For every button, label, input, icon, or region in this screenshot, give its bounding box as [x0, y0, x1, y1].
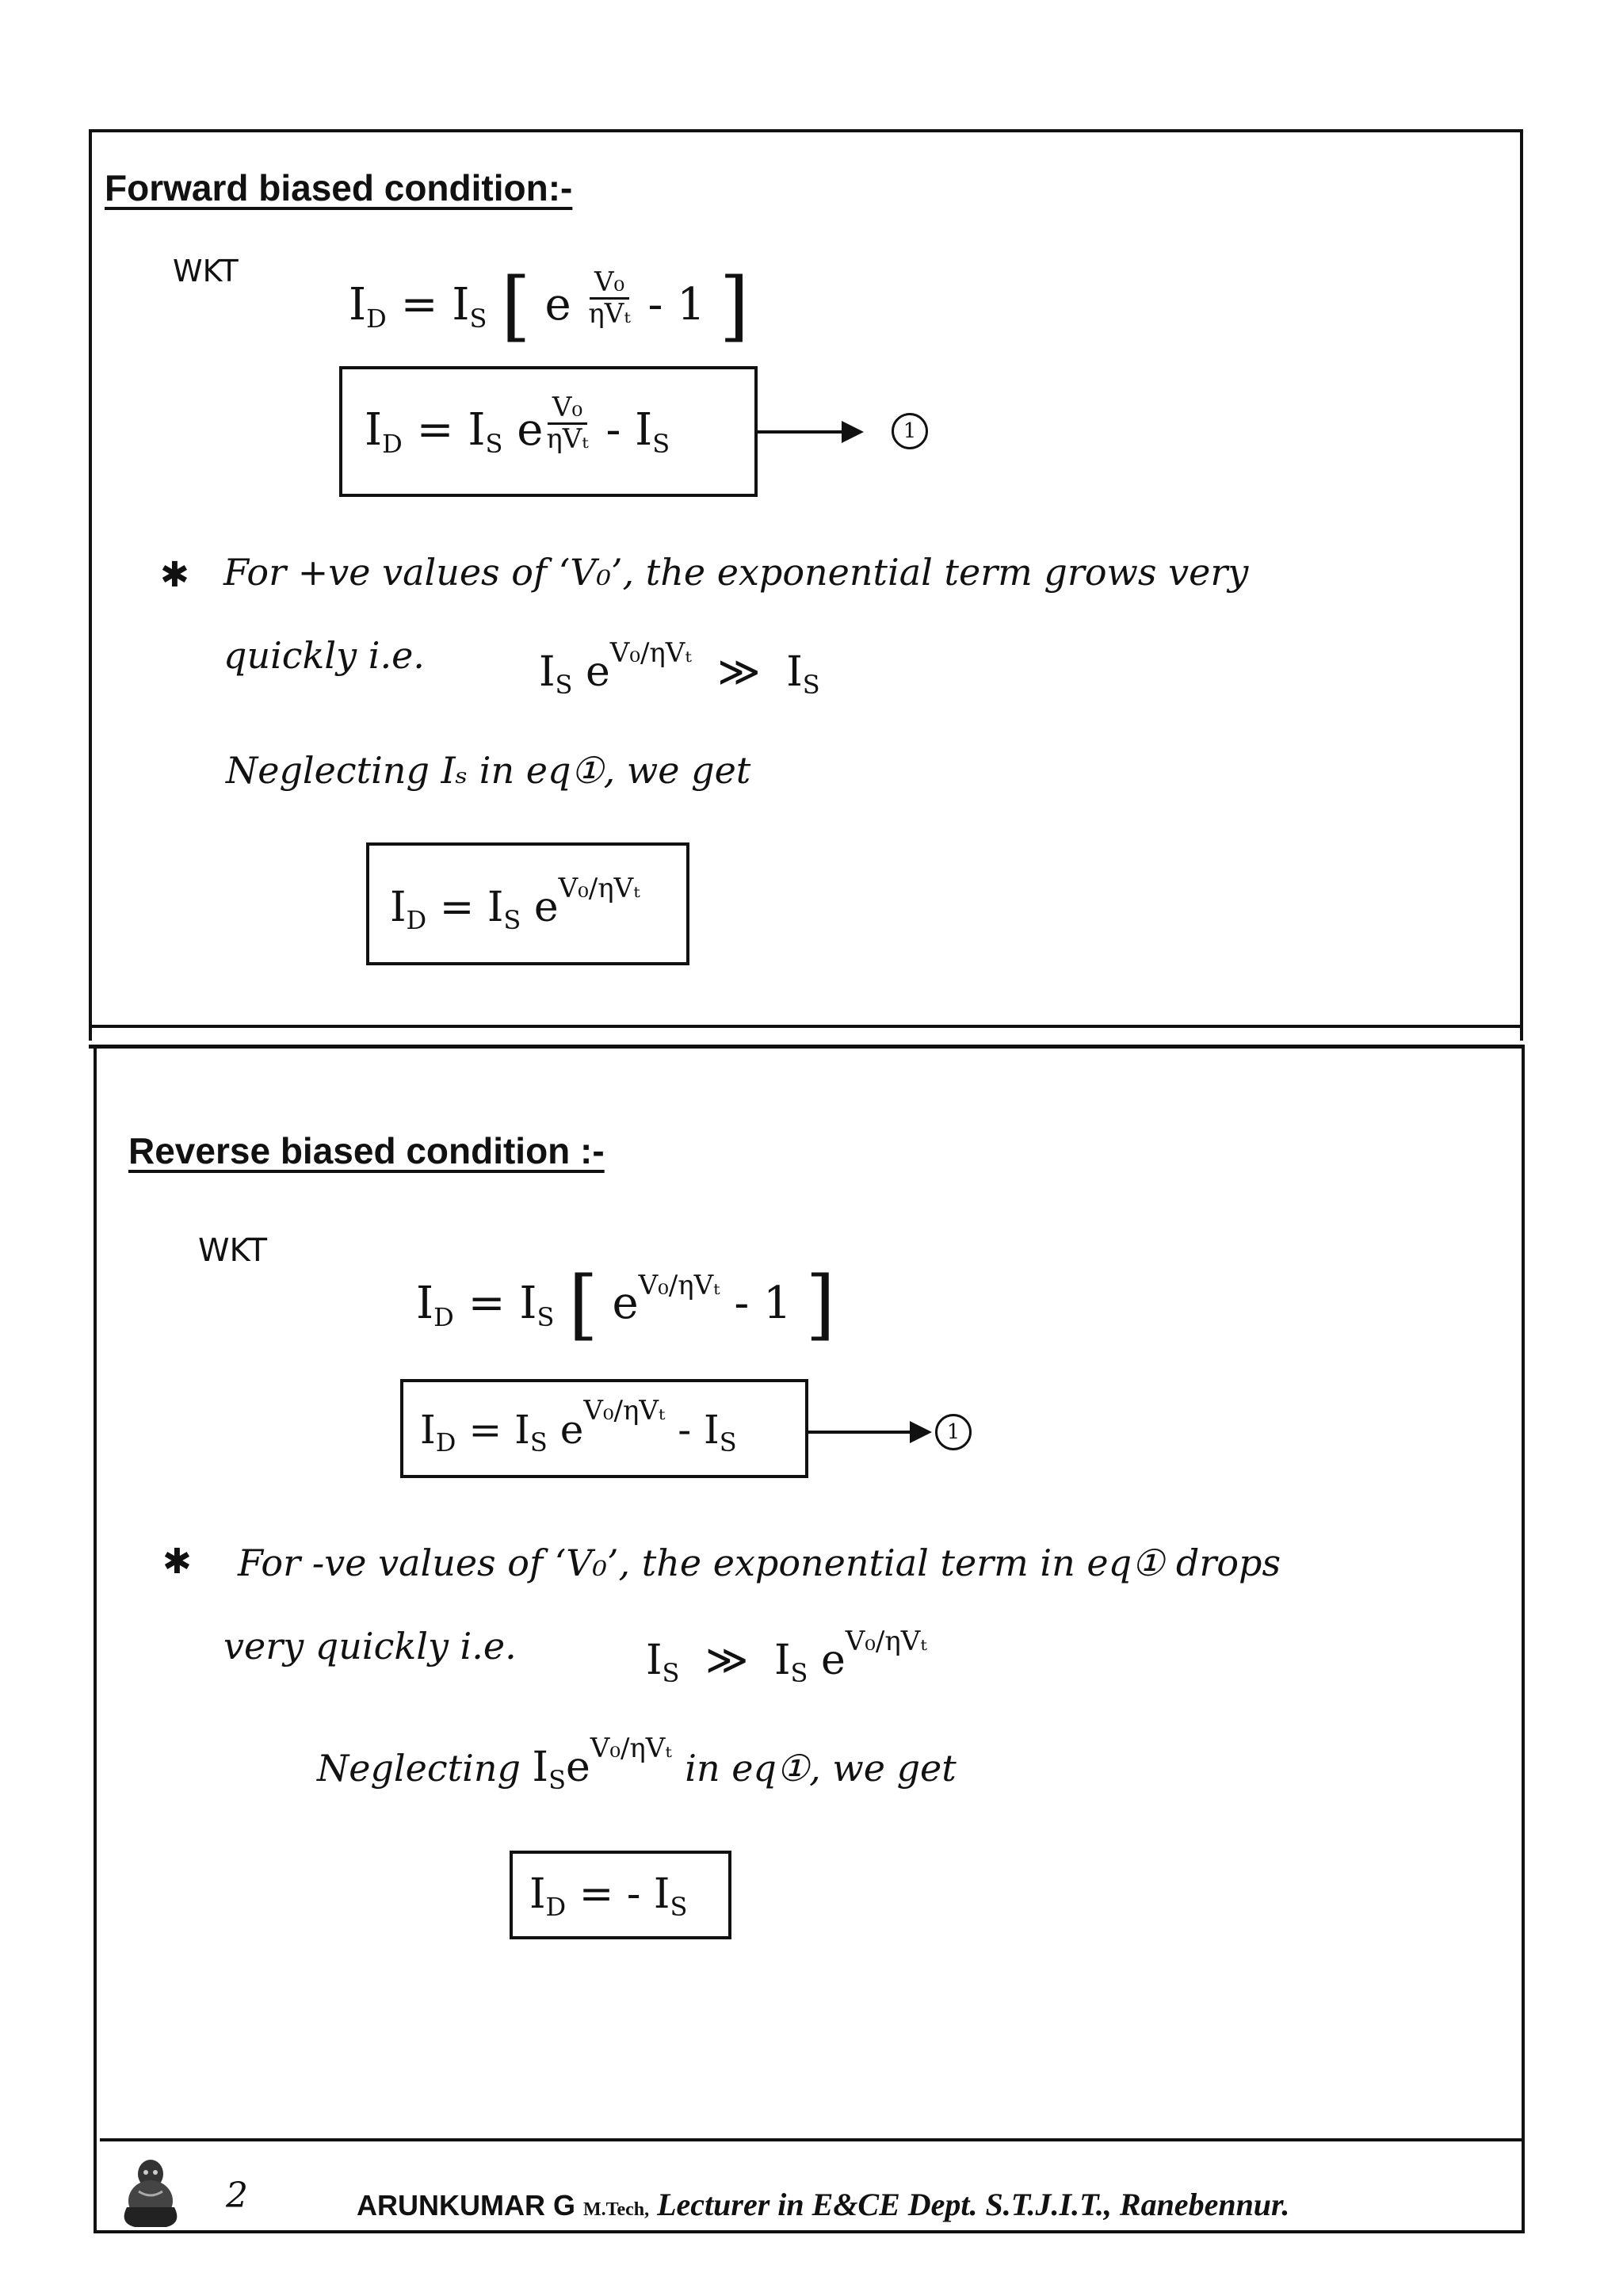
forward-inequality: $I_S$ $e^{V_0/\eta V_t}$ ≫ $I_S$ — [539, 637, 820, 700]
footer-divider — [100, 2138, 1525, 2141]
forward-result-equation: $I_D = I_S$ $e^{V_0/\eta V_t}$ — [390, 873, 640, 935]
forward-arrow-head — [842, 421, 864, 443]
forward-wkt-label: WKT — [173, 254, 239, 288]
current-symbol: I — [349, 279, 367, 330]
page-number: 2 — [226, 2176, 248, 2216]
reverse-note-line2: very quickly i.e. — [223, 1625, 517, 1668]
forward-neglect-text: Neglecting Iₛ in eq①, we get — [226, 749, 751, 792]
forward-equation-number: 1 — [892, 413, 928, 449]
section-divider-top — [89, 1025, 1523, 1028]
forward-heading: Forward biased condition:- — [105, 167, 573, 208]
reverse-wkt-label: WKT — [198, 1232, 268, 1269]
footer-credit: ARUNKUMAR G M.Tech, Lecturer in E&CE Dept. S.T.J.I.T., Ranebennur. — [357, 2187, 1290, 2222]
asterisk-icon: ✱ — [160, 555, 189, 595]
forward-arrow-line — [758, 430, 845, 434]
reverse-expanded-equation: $I_D = I_S$ $e^{V_0/\eta V_t} - I_S$ — [420, 1395, 737, 1457]
close-bracket: ] — [719, 262, 750, 350]
forward-note-line2: quickly i.e. — [223, 634, 425, 677]
reverse-neglect-text: Neglecting $I_Se^{V_0/\eta V_t}$ in eq①, we get — [317, 1733, 957, 1795]
reverse-heading: Reverse biased condition :- — [128, 1130, 605, 1171]
open-bracket: [ — [501, 262, 531, 350]
exponent-fraction: $\frac{\text{V₀}}{\text{ηVₜ}}$ — [588, 266, 631, 330]
reverse-note-line1: For -ve values of ‘V₀’, the exponential term in eq① drops — [238, 1541, 1281, 1584]
asterisk-icon: ✱ — [162, 1541, 192, 1582]
reverse-result-equation: $I_D$ = - $I_S$ — [529, 1870, 688, 1922]
reverse-diode-equation: $I_D = I_S$ [ $e^{V_0/\eta V_t} - 1$ ] — [416, 1260, 835, 1349]
reverse-arrow-head — [910, 1421, 932, 1443]
forward-expanded-equation: $I_D = I_S$ e $\frac{\text{V₀}}{\text{ηVₜ}}$ - $I_S$ — [365, 392, 670, 459]
forward-note-line1: For +ve values of ‘V₀’, the exponential term grows very — [223, 551, 1249, 594]
footer-emblem-icon — [111, 2152, 190, 2231]
reverse-equation-number: 1 — [935, 1414, 972, 1450]
reverse-inequality: $I_S$ ≫ $I_S$ $e^{V_0/\eta V_t}$ — [646, 1626, 927, 1688]
forward-diode-equation: $I_D = I_S$ [ e $\frac{\text{V₀}}{\text{ηVₜ}}$ - 1 ] — [349, 262, 750, 350]
reverse-arrow-line — [808, 1431, 913, 1434]
